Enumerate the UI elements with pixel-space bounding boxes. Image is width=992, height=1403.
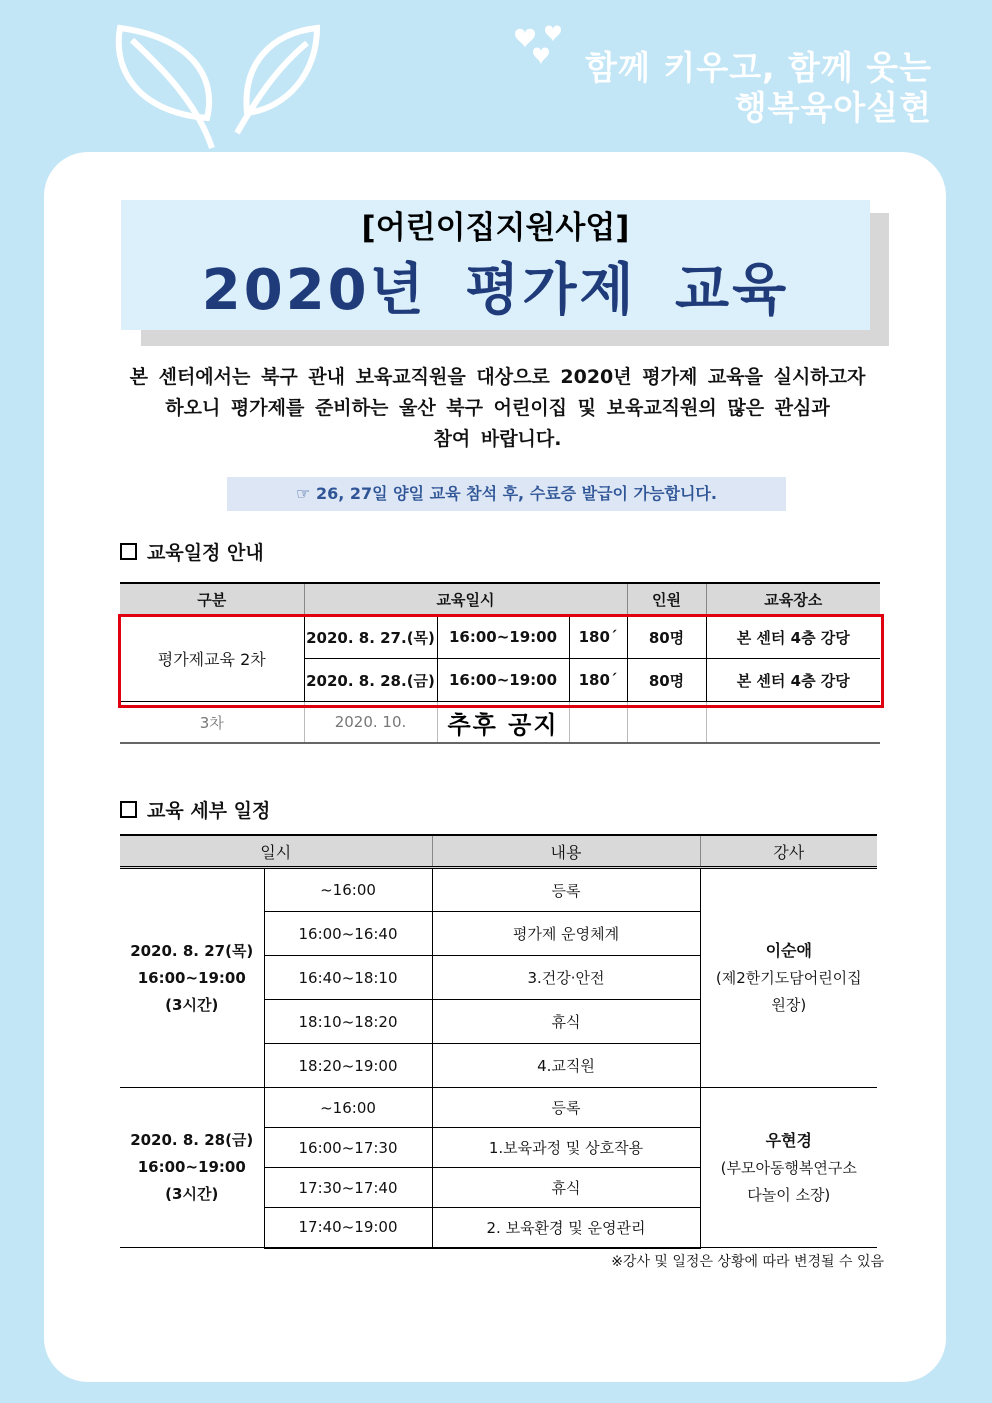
row-content: 2. 보육환경 및 운영관리	[432, 1208, 700, 1248]
row-content: 등록	[432, 868, 700, 912]
header-datetime: 일시	[120, 835, 432, 868]
instructor-affil2: 다놀이 소장)	[747, 1185, 831, 1204]
row-place: 본 센터 4층 강당	[706, 659, 880, 702]
day2-instructor	[700, 1088, 877, 1248]
group-label: 평가제교육 2차	[120, 616, 304, 702]
row-time: 17:40~19:00	[264, 1208, 432, 1248]
third-note: 추후 공지	[437, 702, 569, 744]
row-time: 16:40~18:10	[264, 956, 432, 1000]
row-time: 16:00~17:30	[264, 1128, 432, 1168]
row-time: 18:10~18:20	[264, 1000, 432, 1044]
slogan-line2: 행복육아실현	[734, 88, 932, 127]
header-people: 인원	[627, 583, 706, 616]
slogan	[585, 48, 932, 128]
instructor-affil1: (부모아동행복연구소	[720, 1158, 857, 1177]
row-time: 16:00~19:00	[437, 616, 569, 659]
page-title: 2020년 평가제 교육	[201, 258, 790, 323]
certificate-notice: ☞ 26, 27일 양일 교육 참석 후, 수료증 발급이 가능합니다.	[227, 477, 786, 511]
detail-section-title	[120, 796, 270, 823]
header-category: 구분	[120, 583, 304, 616]
row-time: ~16:00	[264, 868, 432, 912]
footnote: ※강사 및 일정은 상황에 따라 변경될 수 있음	[611, 1254, 884, 1270]
instructor-name: 이순애	[765, 941, 812, 960]
checkbox-square-icon	[120, 801, 137, 818]
intro-line2: 하오니 평가제를 준비하는 울산 북구 어린이집 및 보육교직원의 많은 관심과	[165, 397, 830, 419]
title-box	[121, 200, 870, 330]
day2-time: 16:00~19:00	[137, 1158, 246, 1176]
third-label: 3차	[120, 702, 304, 744]
intro-text	[110, 362, 885, 455]
row-date: 2020. 8. 28.(금)	[304, 659, 437, 702]
detail-title-text: 교육 세부 일정	[147, 800, 271, 822]
third-date: 2020. 10.	[304, 702, 437, 744]
row-duration: 180´	[569, 616, 627, 659]
row-content: 휴식	[432, 1000, 700, 1044]
day1-time: 16:00~19:00	[137, 968, 246, 987]
row-time: ~16:00	[264, 1088, 432, 1128]
checkbox-square-icon	[120, 543, 137, 560]
instructor-name: 우현경	[765, 1130, 812, 1150]
leaf-decoration-icon	[112, 18, 342, 158]
day1-instructor	[700, 868, 877, 1088]
row-people: 80명	[627, 616, 706, 659]
row-people: 80명	[627, 659, 706, 702]
instructor-affil1: (제2한기도담어린이집	[715, 969, 862, 987]
day1-hours: (3시간)	[165, 995, 219, 1014]
slogan-line1: 함께 키우고, 함께 웃는	[585, 48, 932, 87]
row-content: 등록	[432, 1088, 700, 1128]
day1-cell	[120, 868, 264, 1088]
table-row	[120, 1088, 877, 1128]
table-row	[120, 868, 877, 912]
header-datetime: 교육일시	[304, 583, 627, 616]
schedule-title-text: 교육일정 안내	[147, 542, 264, 564]
header-content: 내용	[432, 835, 700, 868]
day2-cell	[120, 1088, 264, 1248]
row-time: 16:00~16:40	[264, 912, 432, 956]
row-content: 3.건강·안전	[432, 956, 700, 1000]
row-content: 휴식	[432, 1168, 700, 1208]
row-content: 평가제 운영체계	[432, 912, 700, 956]
highlight-box	[118, 614, 884, 708]
day1-date: 2020. 8. 27(목)	[130, 941, 254, 960]
row-date: 2020. 8. 27.(목)	[304, 616, 437, 659]
detail-table	[120, 834, 877, 1249]
row-time: 17:30~17:40	[264, 1168, 432, 1208]
schedule-section-title	[120, 538, 264, 565]
day2-date: 2020. 8. 28(금)	[130, 1131, 254, 1149]
row-place: 본 센터 4층 강당	[706, 616, 880, 659]
intro-line3: 참여 바랍니다.	[433, 428, 562, 450]
header-instructor: 강사	[700, 835, 877, 868]
instructor-affil2: 원장)	[771, 996, 807, 1014]
hearts-icon	[505, 22, 580, 72]
table-header-row	[120, 835, 877, 868]
table-header-row	[120, 583, 880, 616]
header-place: 교육장소	[706, 583, 880, 616]
intro-line1: 본 센터에서는 북구 관내 보육교직원을 대상으로 2020년 평가제 교육을 실시하고자	[129, 366, 866, 388]
row-time: 16:00~19:00	[437, 659, 569, 702]
row-content: 4.교직원	[432, 1044, 700, 1088]
day2-hours: (3시간)	[165, 1185, 219, 1203]
row-content: 1.보육과정 및 상호작용	[432, 1128, 700, 1168]
row-time: 18:20~19:00	[264, 1044, 432, 1088]
title-sub: [어린이집지원사업]	[361, 210, 630, 246]
row-duration: 180´	[569, 659, 627, 702]
